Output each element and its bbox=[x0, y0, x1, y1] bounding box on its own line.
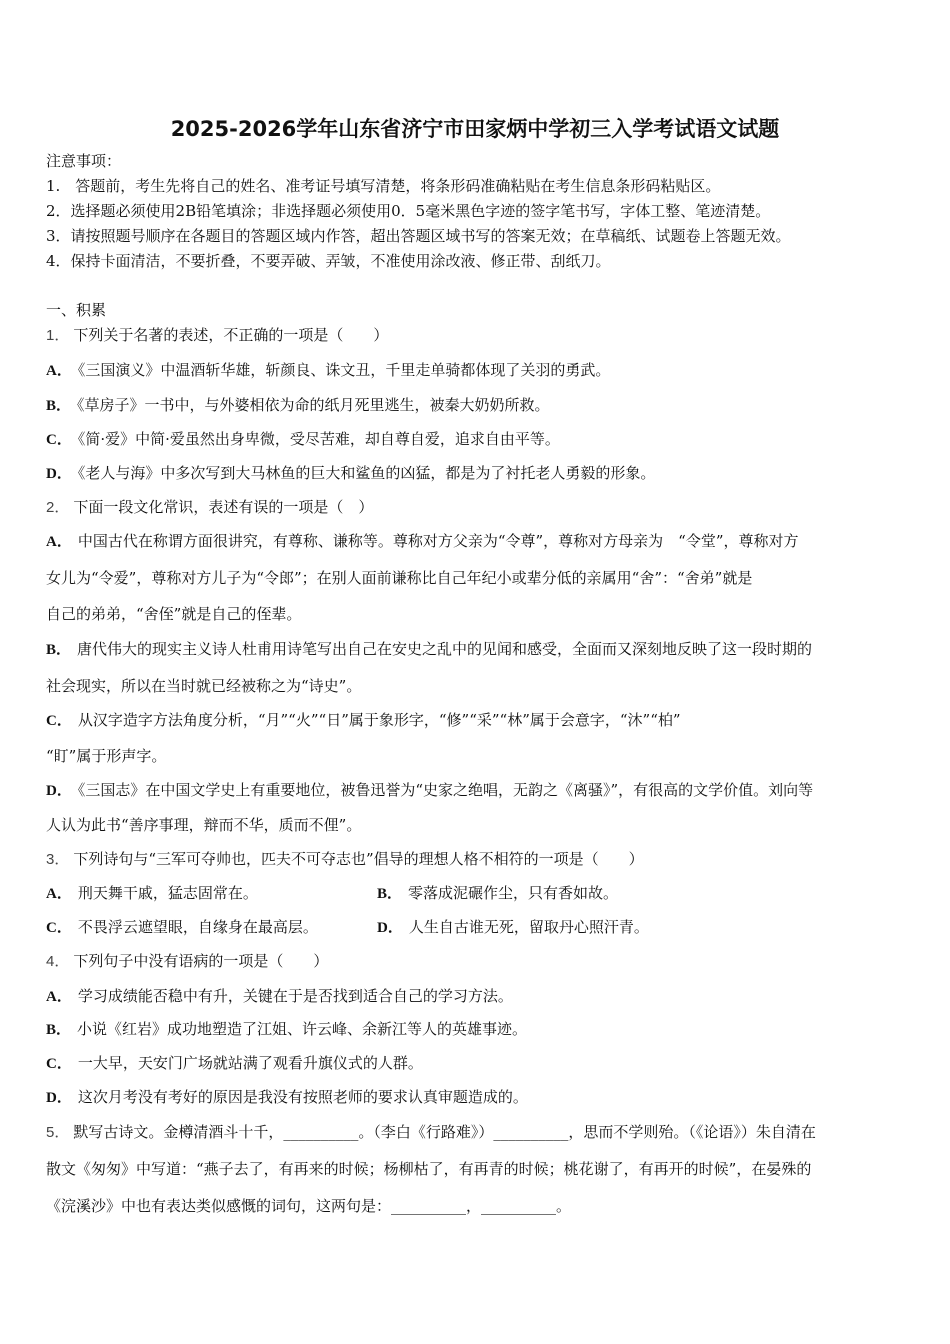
option-text-line: 人认为此书“善序事理，辩而不华，质而不俚”。 bbox=[46, 816, 362, 834]
option-text: 《简·爱》中简·爱虽然出身卑微，受尽苦难，却自尊自爱，追求自由平等。 bbox=[77, 430, 560, 448]
q4-option-a bbox=[46, 986, 513, 1007]
option-text: 《三国志》在中国文学史上有重要地位，被鲁迅誉为“史家之绝唱，无韵之《离骚》”，有很高的文学价值。刘向等 bbox=[77, 781, 814, 799]
question-5-stem bbox=[46, 1122, 816, 1143]
question-number: 1． bbox=[46, 327, 70, 344]
notice-item: 4．保持卡面清洁，不要折叠，不要弄破、弄皱，不准使用涂改液、修正带、刮纸刀。 bbox=[46, 252, 611, 270]
option-text: 从汉字造字方法角度分析，“月”“火”“日”属于象形字，“修”“采”“林”属于会意字，“沐”“柏” bbox=[77, 711, 681, 729]
question-number: 4． bbox=[46, 953, 70, 970]
option-text: 学习成绩能否稳中有升，关键在于是否找到适合自己的学习方法。 bbox=[77, 987, 513, 1005]
q1-option-d bbox=[46, 463, 655, 484]
option-label: A． bbox=[46, 989, 72, 1005]
option-label: D． bbox=[46, 1090, 72, 1106]
option-text: 中国古代在称谓方面很讲究，有尊称、谦称等。尊称对方父亲为“令尊”，尊称对方母亲为 “令堂”，尊称对方 bbox=[77, 532, 799, 550]
page-title: 2025-2026学年山东省济宁市田家炳中学初三入学考试语文试题 bbox=[170, 117, 780, 141]
q4-option-c bbox=[46, 1053, 423, 1074]
section-heading: 一、积累 bbox=[46, 301, 107, 319]
option-label: B． bbox=[377, 886, 403, 902]
question-3-stem bbox=[46, 849, 644, 870]
q2-option-b bbox=[46, 639, 812, 660]
option-text: 《三国演义》中温酒斩华雄，斩颜良、诛文丑，千里走单骑都体现了关羽的勇武。 bbox=[77, 361, 611, 379]
question-number: 2． bbox=[46, 499, 70, 516]
option-label: A． bbox=[46, 534, 72, 550]
option-text-line: 社会现实，所以在当时就已经被称之为“诗史”。 bbox=[46, 677, 362, 695]
question-text: 下面一段文化常识，表述有误的一项是（ ） bbox=[73, 498, 374, 516]
option-text: 小说《红岩》成功地塑造了江姐、许云峰、余新江等人的英雄事迹。 bbox=[77, 1020, 528, 1038]
option-text: 不畏浮云遮望眼，自缘身在最高层。 bbox=[77, 918, 318, 936]
option-label: B． bbox=[46, 1022, 72, 1038]
option-text: 唐代伟大的现实主义诗人杜甫用诗笔写出自己在安史之乱中的见闻和感受，全面而又深刻地反映了这一段时期的 bbox=[77, 640, 813, 658]
q4-option-d bbox=[46, 1087, 528, 1108]
q2-option-a bbox=[46, 531, 799, 552]
option-text: 这次月考没有考好的原因是我没有按照老师的要求认真审题造成的。 bbox=[77, 1088, 528, 1106]
q1-option-a bbox=[46, 360, 610, 381]
option-label: B． bbox=[46, 398, 72, 414]
question-number: 5． bbox=[46, 1124, 70, 1141]
option-label: C． bbox=[46, 713, 72, 729]
option-label: D． bbox=[377, 920, 403, 936]
q3-option-d bbox=[377, 917, 649, 938]
option-text: 一大早，天安门广场就站满了观看升旗仪式的人群。 bbox=[77, 1054, 423, 1072]
notice-heading: 注意事项： bbox=[46, 152, 122, 170]
q1-option-c bbox=[46, 429, 560, 450]
option-label: D． bbox=[46, 783, 72, 799]
q3-option-a bbox=[46, 883, 258, 904]
question-text-line: 散文《匆匆》中写道：“燕子去了，有再来的时候；杨柳枯了，有再青的时候；桃花谢了，有再开的时候”，在晏殊的 bbox=[46, 1160, 812, 1178]
q3-option-b bbox=[377, 883, 618, 904]
question-text-line: 《浣溪沙》中也有表达类似感慨的词句，这两句是：__________，__________。 bbox=[46, 1197, 572, 1215]
question-text: 下列句子中没有语病的一项是（ ） bbox=[73, 952, 329, 970]
option-label: A． bbox=[46, 363, 72, 379]
option-text: 零落成泥碾作尘，只有香如故。 bbox=[408, 884, 619, 902]
option-text: 人生自古谁无死，留取丹心照汗青。 bbox=[408, 918, 649, 936]
notice-item: 1. 答题前，考生先将自己的姓名、准考证号填写清楚，将条形码准确粘贴在考生信息条形码粘贴区。 bbox=[46, 177, 721, 195]
option-label: C． bbox=[46, 1056, 72, 1072]
q2-option-c bbox=[46, 710, 681, 731]
question-2-stem bbox=[46, 497, 373, 518]
question-text: 默写古诗文。金樽清酒斗十千，__________。（李白《行路难》）__________，思而不学则殆。（《论语》）朱自清在 bbox=[73, 1123, 816, 1141]
option-text: 《老人与海》中多次写到大马林鱼的巨大和鲨鱼的凶猛，都是为了衬托老人勇毅的形象。 bbox=[77, 464, 656, 482]
question-text: 下列诗句与“三军可夺帅也，匹夫不可夺志也”倡导的理想人格不相符的一项是（ ） bbox=[73, 850, 644, 868]
option-label: A． bbox=[46, 886, 72, 902]
option-label: C． bbox=[46, 432, 72, 448]
option-label: B． bbox=[46, 642, 72, 658]
q2-option-d bbox=[46, 780, 813, 801]
q3-option-c bbox=[46, 917, 318, 938]
question-number: 3． bbox=[46, 851, 70, 868]
option-text-line: 女儿为“令爱”，尊称对方儿子为“令郎”；在别人面前谦称比自己年纪小或辈分低的亲属用“舍”：“舍弟”就是 bbox=[46, 569, 753, 587]
q4-option-b bbox=[46, 1019, 527, 1040]
question-text: 下列关于名著的表述，不正确的一项是（ ） bbox=[73, 326, 389, 344]
q1-option-b bbox=[46, 395, 550, 416]
option-text: 刑天舞干戚，猛志固常在。 bbox=[77, 884, 258, 902]
option-label: C． bbox=[46, 920, 72, 936]
notice-item: 3．请按照题号顺序在各题目的答题区域内作答，超出答题区域书写的答案无效；在草稿纸、试题卷上答题无效。 bbox=[46, 227, 791, 245]
option-text-line: “盯”属于形声字。 bbox=[46, 747, 167, 765]
option-text: 《草房子》一书中，与外婆相依为命的纸月死里逃生，被秦大奶奶所救。 bbox=[77, 396, 550, 414]
option-text-line: 自己的弟弟，“舍侄”就是自己的侄辈。 bbox=[46, 605, 302, 623]
question-1-stem bbox=[46, 325, 388, 346]
notice-item: 2．选择题必须使用2B铅笔填涂；非选择题必须使用0．5毫米黑色字迹的签字笔书写，字体工整、笔迹清楚。 bbox=[46, 202, 771, 220]
option-label: D． bbox=[46, 466, 72, 482]
question-4-stem bbox=[46, 951, 328, 972]
